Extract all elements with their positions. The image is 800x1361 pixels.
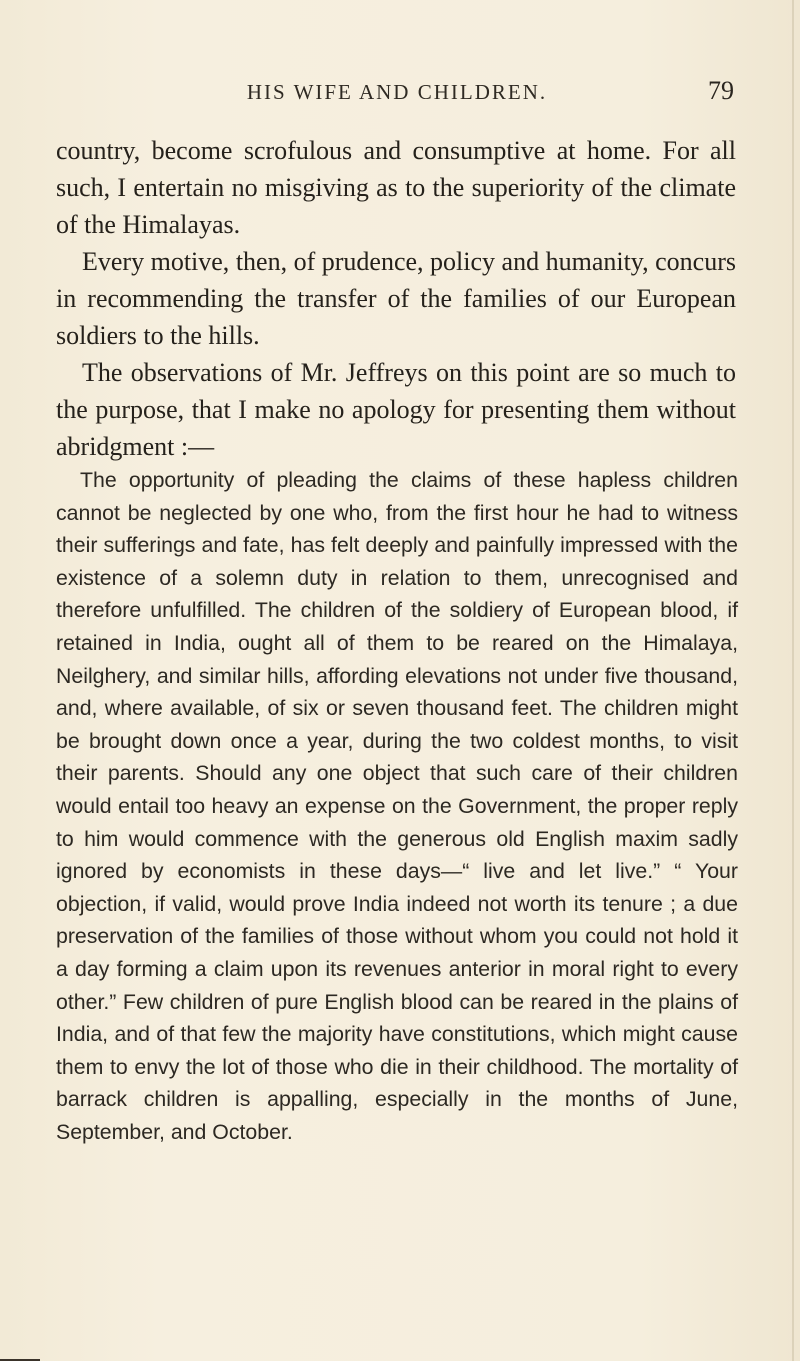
paragraph: Every motive, then, of prudence, policy and humanity, concurs in recommending the transfer of the families of our European soldiers to the hills.: [56, 247, 736, 350]
main-text: [56, 132, 736, 465]
page-edge-shadow: [792, 0, 794, 1361]
page-number: 79: [708, 76, 734, 105]
block-quotation: [56, 464, 738, 1148]
running-title: HIS WIFE AND CHILDREN.: [246, 80, 548, 104]
quoted-paragraph: The opportunity of pleading the claims of these hapless children cannot be neglected by one who, from the first hour he had to witness their sufferings and fate, has felt deeply and painfully impressed with the existence of a solemn duty in relation to them, unrecognised and therefore unfulfilled. The children of the soldiery of European blood, if retained in India, ought all of them to be reared on the Himalaya, Neilghery, and similar hills, affording elevations not under five thousand, and, where available, of six or seven thousand feet. The children might be brought down once a year, during the two coldest months, to visit their parents. Should any one object that such care of their children would entail too heavy an expense on the Government, the proper reply to him would commence with the generous old English maxim sadly ignored by economists in these days—“ live and let live.” “ Your objection, if valid, would prove India indeed not worth its tenure ; a due preservation of the families of those without whom you could not hold it a day forming a claim upon its revenues anterior in moral right to every other.” Few children of pure English blood can be reared in the plains of India, and of that few the majority have constitutions, which might cause them to envy the lot of those who die in their childhood. The mortality of barrack children is appalling, especially in the months of June, September, and October.: [56, 468, 738, 1144]
paragraph: country, become scrofulous and consumptive at home. For all such, I entertain no misgiving as to the superiority of the climate of the Himalayas.: [56, 136, 736, 239]
paragraph: The observations of Mr. Jeffreys on this point are so much to the purpose, that I make no apology for presenting them without abridgment :—: [56, 358, 736, 461]
running-head: [60, 76, 734, 110]
